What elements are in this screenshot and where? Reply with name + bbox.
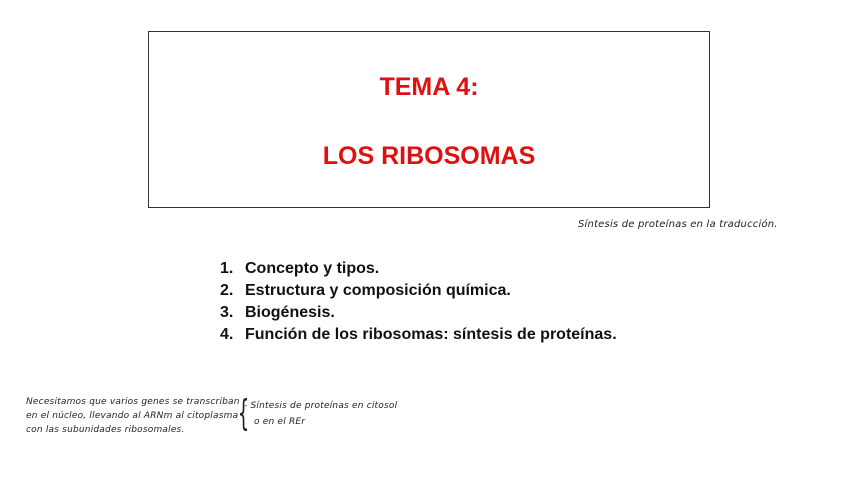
contents-item — [220, 324, 617, 346]
note-line: - Síntesis de proteínas en citosol — [244, 401, 398, 411]
curly-brace-icon: { — [237, 393, 250, 434]
handwritten-note-right — [244, 398, 397, 430]
note-line: en el núcleo, llevando al ARNm al citoplasma — [26, 411, 239, 421]
item-text: Biogénesis. — [245, 304, 335, 321]
item-text: Función de los ribosomas: síntesis de proteínas. — [245, 326, 617, 343]
topic-title: LOS RIBOSOMAS — [322, 142, 536, 170]
item-number: 2. — [220, 282, 234, 299]
topic-number: TEMA 4: — [379, 73, 479, 101]
note-line: con las subunidades ribosomales. — [26, 425, 185, 435]
handwritten-note-top: Síntesis de proteínas en la traducción. — [578, 219, 778, 230]
title-box — [148, 31, 710, 208]
contents-list — [220, 258, 617, 346]
item-number: 1. — [220, 260, 234, 277]
item-text: Concepto y tipos. — [245, 260, 380, 277]
item-number: 4. — [220, 326, 234, 343]
item-text: Estructura y composición química. — [245, 282, 511, 299]
handwritten-note-left — [26, 395, 240, 437]
contents-item — [220, 280, 617, 302]
item-number: 3. — [220, 304, 234, 321]
contents-item — [220, 258, 617, 280]
note-line: o en el REr — [254, 417, 306, 427]
note-line: Necesitamos que varios genes se transcriban — [26, 397, 240, 407]
contents-item — [220, 302, 617, 324]
